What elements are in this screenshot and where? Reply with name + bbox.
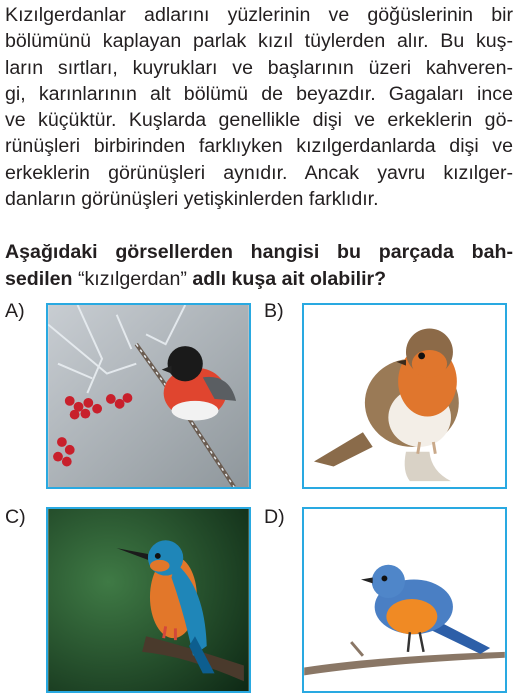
option-b-image[interactable] <box>302 303 507 489</box>
passage-line: ların sırtları, kuyrukları ve başlarının üzeri kahveren- <box>5 56 513 79</box>
passage-line: erkeklerin görünüşleri aynıdır. Ancak yavru kızılger- <box>5 161 513 184</box>
option-c-label: C) <box>5 506 26 528</box>
kingfisher-on-branch-icon <box>48 509 249 691</box>
question <box>5 239 513 293</box>
question-quoted-term: “kızılgerdan” <box>72 268 193 290</box>
passage-line: Kızılgerdanlar adlarını yüzlerinin ve göğüslerinin bir <box>5 4 513 26</box>
option-a-label: A) <box>5 300 25 322</box>
question-bold-end: adlı kuşa ait olabilir? <box>192 268 387 290</box>
option-d-label: D) <box>264 506 285 528</box>
passage-line: ve küçüktür. Kuşlarda genellikle dişi ve erkeklerin gö- <box>5 109 513 132</box>
question-line-1: Aşağıdaki görsellerden hangisi bu parçada bah- <box>5 241 513 263</box>
option-d-image[interactable] <box>302 507 507 693</box>
european-robin-on-branch-icon <box>304 305 505 487</box>
option-c-image[interactable] <box>46 507 251 693</box>
blue-orange-bird-on-branch-icon <box>304 509 505 691</box>
passage-line: danların görünüşleri yetişkinlerden farklıdır. <box>5 188 379 211</box>
bullfinch-on-frosted-berry-branch-icon <box>48 305 249 487</box>
passage-line: bölümünü kaplayan parlak kızıl tüylerden alır. Bu kuş- <box>5 30 513 53</box>
question-bold-start: sedilen <box>5 268 73 290</box>
option-b-label: B) <box>264 300 284 322</box>
question-line-2 <box>5 266 513 293</box>
passage-line: gi, karınlarının alt bölümü de beyazdır. Gagaları ince <box>5 82 513 105</box>
passage <box>5 2 513 212</box>
option-a-image[interactable] <box>46 303 251 489</box>
passage-line: rünüşleri birbirinden farklıyken kızılgerdanlarda dişi ve <box>5 135 513 158</box>
